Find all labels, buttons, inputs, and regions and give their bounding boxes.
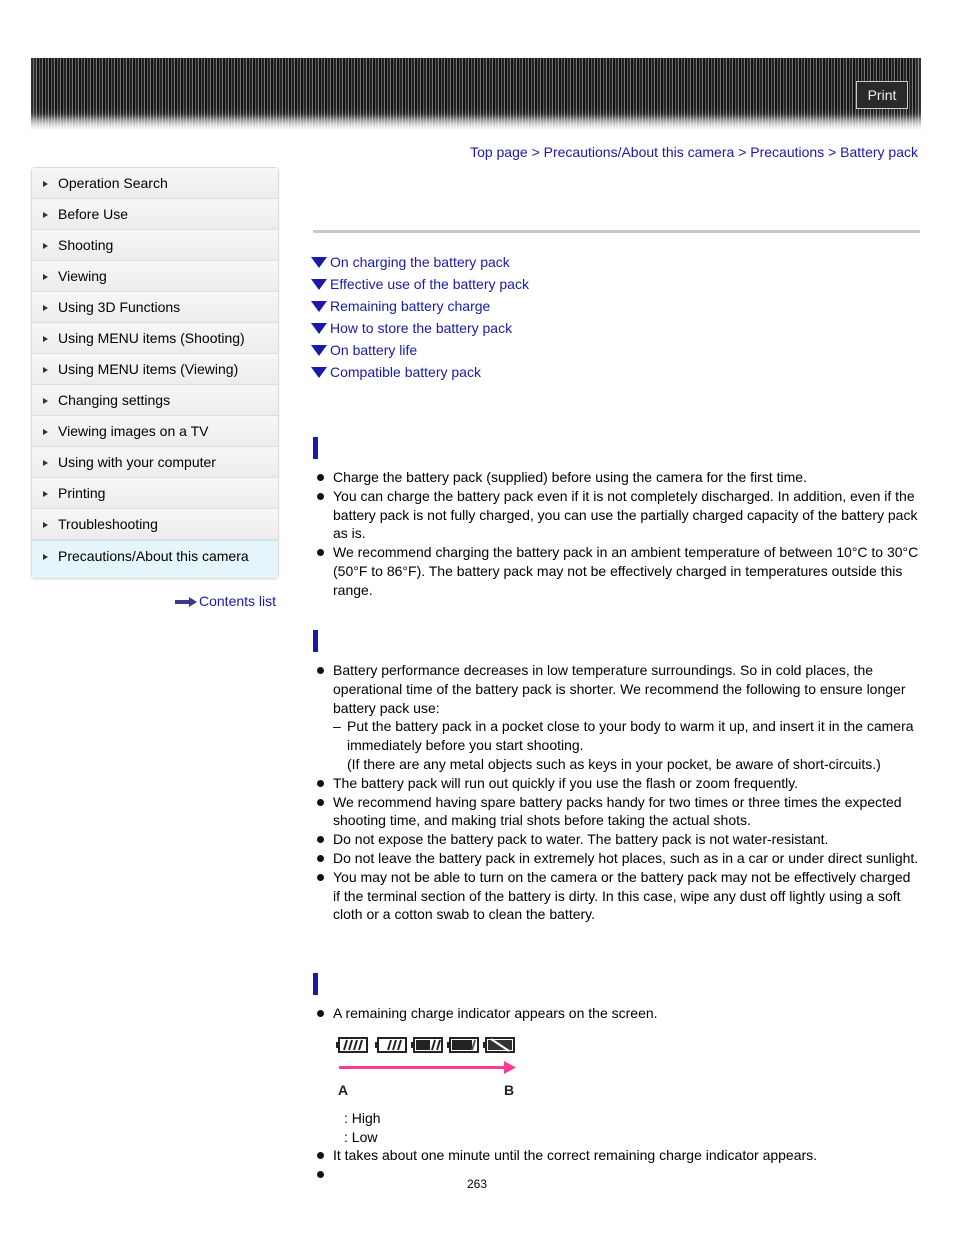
sidebar-item-label: Changing settings: [58, 392, 171, 408]
sidebar-item-label: Viewing: [58, 268, 107, 284]
list-item: It takes about one minute until the correct remaining charge indicator appears.: [313, 1146, 920, 1165]
toc-link-compatible[interactable]: [311, 363, 529, 385]
sidebar-item-label: Using with your computer: [58, 454, 216, 470]
triangle-right-icon: [43, 243, 48, 249]
breadcrumb-precautions[interactable]: Precautions: [750, 144, 825, 160]
toc-link-store[interactable]: [311, 319, 529, 341]
pink-arrow-icon: [339, 1061, 516, 1074]
triangle-down-icon: [311, 301, 327, 312]
triangle-right-icon: [43, 554, 48, 560]
contents-list-link[interactable]: [175, 593, 276, 609]
list-item: You can charge the battery pack even if it is not completely discharged. In addition, even if the battery pack is not fully charged, you can use the partially charged capacity of the battery pack as is.: [313, 487, 920, 543]
toc-label: How to store the battery pack: [330, 320, 513, 336]
list-item: Do not expose the battery pack to water. The battery pack is not water-resistant.: [313, 830, 920, 849]
triangle-right-icon: [43, 212, 48, 218]
triangle-right-icon: [43, 398, 48, 404]
fig-label-a: A: [338, 1082, 349, 1098]
breadcrumb-precautions-about[interactable]: Precautions/About this camera: [543, 144, 735, 160]
sidebar-item-label: Viewing images on a TV: [58, 423, 209, 439]
list-item: [313, 661, 920, 774]
sidebar-item-before-use[interactable]: [32, 199, 278, 230]
battery-legend: [344, 1109, 381, 1147]
section-marker-effective-use: [313, 630, 318, 652]
triangle-right-icon: [43, 491, 48, 497]
toc-link-effective-use[interactable]: [311, 275, 529, 297]
list-item: We recommend charging the battery pack in an ambient temperature of between 10°C to 30°C (50°F to 86°F). The battery pack may not be effectively charged in temperatures outside this range.: [313, 543, 920, 599]
triangle-down-icon: [311, 257, 327, 268]
list-item-text: Battery performance decreases in low temperature surroundings. So in cold places, the operational time of the battery pack is shorter. We recommend the following to ensure longer battery pack use:: [333, 662, 906, 716]
sub-item-text: Put the battery pack in a pocket close to your body to warm it up, and insert it in the camera immediately before you start shooting.: [347, 718, 914, 754]
list-item: Do not leave the battery pack in extremely hot places, such as in a car or under direct sunlight.: [313, 849, 920, 868]
sidebar-item-menu-shooting[interactable]: [32, 323, 278, 354]
sidebar-item-changing-settings[interactable]: [32, 385, 278, 416]
list-item: Charge the battery pack (supplied) before using the camera for the first time.: [313, 468, 920, 487]
breadcrumb: [470, 144, 918, 160]
toc-link-remaining[interactable]: [311, 297, 529, 319]
sidebar-item-label: Using MENU items (Viewing): [58, 361, 239, 377]
sidebar-item-shooting[interactable]: [32, 230, 278, 261]
toc-link-charging[interactable]: [311, 253, 529, 275]
effective-use-list: [313, 661, 920, 924]
sidebar-item-precautions[interactable]: [32, 540, 278, 578]
triangle-down-icon: [311, 323, 327, 334]
sidebar-item-label: Precautions/About this camera: [58, 548, 249, 564]
section-marker-remaining: [313, 973, 318, 995]
legend-low: : Low: [344, 1128, 378, 1145]
triangle-right-icon: [43, 336, 48, 342]
toc-label: On battery life: [330, 342, 418, 358]
breadcrumb-separator: >: [531, 144, 540, 160]
battery-empty-icon: [483, 1038, 514, 1052]
battery-indicator-figure: [336, 1033, 520, 1099]
remaining-list-1: [313, 1004, 920, 1023]
fig-label-b: B: [504, 1082, 515, 1098]
triangle-right-icon: [43, 305, 48, 311]
header-banner: [31, 58, 921, 130]
breadcrumb-top-page[interactable]: Top page: [470, 144, 528, 160]
dash-marker: –: [333, 718, 341, 735]
battery-mid-icon: [411, 1038, 442, 1052]
sidebar-item-troubleshooting[interactable]: [32, 509, 278, 540]
sidebar-nav: [31, 167, 279, 579]
sidebar-item-computer[interactable]: [32, 447, 278, 478]
sidebar-item-label: Printing: [58, 485, 106, 501]
section-marker-charging: [313, 437, 318, 459]
sidebar-item-label: Using 3D Functions: [58, 299, 181, 315]
triangle-right-icon: [43, 522, 48, 528]
triangle-down-icon: [311, 345, 327, 356]
contents-list-label: Contents list: [199, 593, 277, 609]
battery-low-icon: [447, 1038, 478, 1052]
toc-link-battery-life[interactable]: [311, 341, 529, 363]
list-item: The battery pack will run out quickly if you use the flash or zoom frequently.: [313, 774, 920, 793]
sidebar-item-printing[interactable]: [32, 478, 278, 509]
sidebar-item-viewing-tv[interactable]: [32, 416, 278, 447]
sidebar-item-3d-functions[interactable]: [32, 292, 278, 323]
toc-label: Effective use of the battery pack: [330, 276, 529, 292]
breadcrumb-battery-pack[interactable]: Battery pack: [840, 144, 918, 160]
triangle-right-icon: [43, 429, 48, 435]
sub-item-note: (If there are any metal objects such as keys in your pocket, be aware of short-circuits.): [347, 755, 881, 772]
table-of-contents: [311, 253, 529, 385]
sidebar-item-label: Troubleshooting: [58, 516, 158, 532]
breadcrumb-separator: >: [738, 144, 747, 160]
sidebar-item-operation-search[interactable]: [32, 168, 278, 199]
sidebar-item-menu-viewing[interactable]: [32, 354, 278, 385]
triangle-down-icon: [311, 279, 327, 290]
title-divider: [313, 230, 920, 233]
toc-label: On charging the battery pack: [330, 254, 510, 270]
toc-label: Remaining battery charge: [330, 298, 491, 314]
sidebar-item-label: Before Use: [58, 206, 129, 222]
battery-high-icon: [375, 1038, 406, 1052]
arrow-right-icon: [175, 597, 197, 607]
triangle-right-icon: [43, 274, 48, 280]
battery-full-icon: [336, 1038, 367, 1052]
page-number: 263: [466, 1177, 488, 1191]
sidebar-item-viewing[interactable]: [32, 261, 278, 292]
charging-list: [313, 468, 920, 600]
triangle-right-icon: [43, 367, 48, 373]
triangle-right-icon: [43, 460, 48, 466]
sidebar-item-label: Shooting: [58, 237, 114, 253]
sidebar-item-label: Operation Search: [58, 175, 168, 191]
toc-label: Compatible battery pack: [330, 364, 481, 380]
sidebar-item-label: Using MENU items (Shooting): [58, 330, 245, 346]
triangle-right-icon: [43, 181, 48, 187]
triangle-down-icon: [311, 367, 327, 378]
sub-item: [333, 717, 920, 773]
print-button[interactable]: Print: [856, 81, 908, 109]
list-item: You may not be able to turn on the camera or the battery pack may not be effectively charged if the terminal section of the battery is dirty. In this case, wipe any dust off lightly using a soft cloth or a cotton swab to clean the battery.: [313, 868, 920, 924]
breadcrumb-separator: >: [828, 144, 837, 160]
legend-high: : High: [344, 1110, 381, 1126]
list-item: A remaining charge indicator appears on the screen.: [313, 1004, 920, 1023]
list-item: We recommend having spare battery packs handy for two times or three times the expected shooting time, and making trial shots before taking the actual shots.: [313, 793, 920, 831]
